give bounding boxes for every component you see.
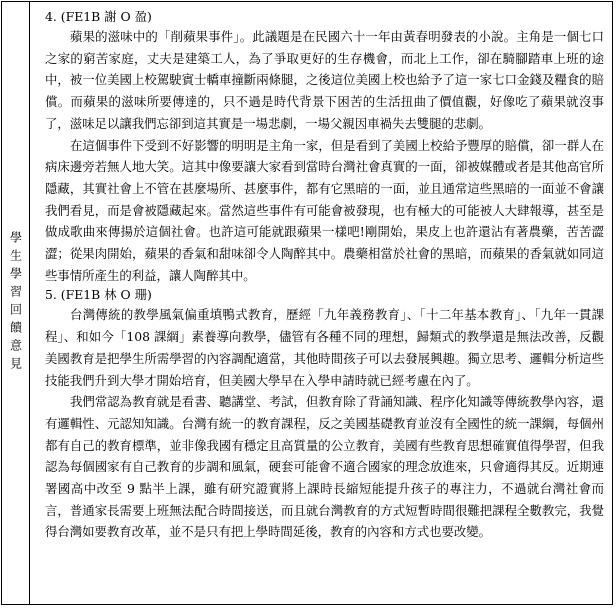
- feedback-section-2: [45, 286, 604, 543]
- content-cell: [30, 2, 612, 604]
- side-label-cell: [2, 2, 30, 604]
- paragraph: 在這個事件下受到不好影響的明明是主角一家，但是看到了美國上校給予豐厚的賠償，卻一群人在病床邊旁若無人地大笑。這其中像要讓大家看到當時台灣社會真實的一面，卻被媒體或者是其他高官所隱藏，其實社會上不管在甚麼場所、甚麼事件，都有它黑暗的一面，並且通常這些黑暗的一面並不會讓我們看見，而是會被隱藏起來。當然這些事件有可能會被發現，也有極大的可能被人大肆報導，甚至是做成歌曲來傳揚於這個社會。也許這可能就跟蘋果一樣吧!剛開始，果皮上也許還沾有著農藥，苦苦澀澀；從果肉開始，蘋果的香氣和甜味卻令人陶醉其中。農藥相當於社會的黑暗，而蘋果的香氣就如同這些事情所產生的利益，讓人陶醉其中。: [45, 137, 604, 283]
- side-label: 學生學習回饋意見: [8, 231, 23, 375]
- feedback-table: [1, 1, 613, 605]
- paragraph: 蘋果的滋味中的「削蘋果事件」。此議題是在民國六十一年由黃春明發表的小說。主角是一個七口之家的窮苦家庭，丈夫是建築工人，為了爭取更好的生存機會，而北上工作，卻在騎腳踏車上班的途中，被一位美國上校駕駛賓士轎車撞斷兩條腿，之後這位美國上校也給予了這一家七口金錢及糧食的賠償。而蘋果的滋味所要傳達的，只不過是時代背景下困苦的生活扭曲了價值觀，好像吃了蘋果就沒事了，滋味足以讓我們忘卻到這其實是一場悲劇，一場父親因車禍失去雙腿的悲劇。: [45, 29, 604, 131]
- feedback-section-1: [45, 8, 604, 286]
- paragraph: 台灣傳統的教學風氣偏重填鴨式教育，歷經「九年義務教育」、「十二年基本教育」、「九年一貫課程」、和如今「108 課綱」素養導向教學，儘管有各種不同的理想，歸類式的教學還是無法改善，反觀美國教育是把學生所需學習的內容調配適當，其他時間孩子可以去發展興趣。獨立思考、邏輯分析這些技能我們升到大學才開始培育，但美國大學早在入學申請時就已經考慮在內了。: [45, 307, 604, 388]
- paragraph: 我們常認為教育就是看書、聽講堂、考試，但教育除了背誦知識、程序化知識等傳統教學內容，還有邏輯性、元認知知識。台灣有統一的教育課程，反之美國基礎教育並沒有全國性的統一課綱，每個州都有自己的教育標準，並非像我國有穩定且高質量的公立教育，美國有些教育思想確實值得學習，但我認為每個國家有自己教育的步調和風氣，硬套可能會不適合國家的理念放進來，只會適得其反。近期連署國高中改至 9 點半上課，雖有研究證實將上課時長縮短能提升孩子的專注力，不過就台灣社會而言，普通家長需要上班無法配合時間接送，而且就台灣教育的方式短暫時間很難把課程全數教完，我覺得台灣如要教育改革，並不是只有把上學時間延後，教育的內容和方式也要改變。: [45, 394, 604, 540]
- section-heading: 4. (FE1B 謝 O 盈): [45, 9, 152, 24]
- section-heading: 5. (FE1B 林 O 珊): [45, 287, 152, 303]
